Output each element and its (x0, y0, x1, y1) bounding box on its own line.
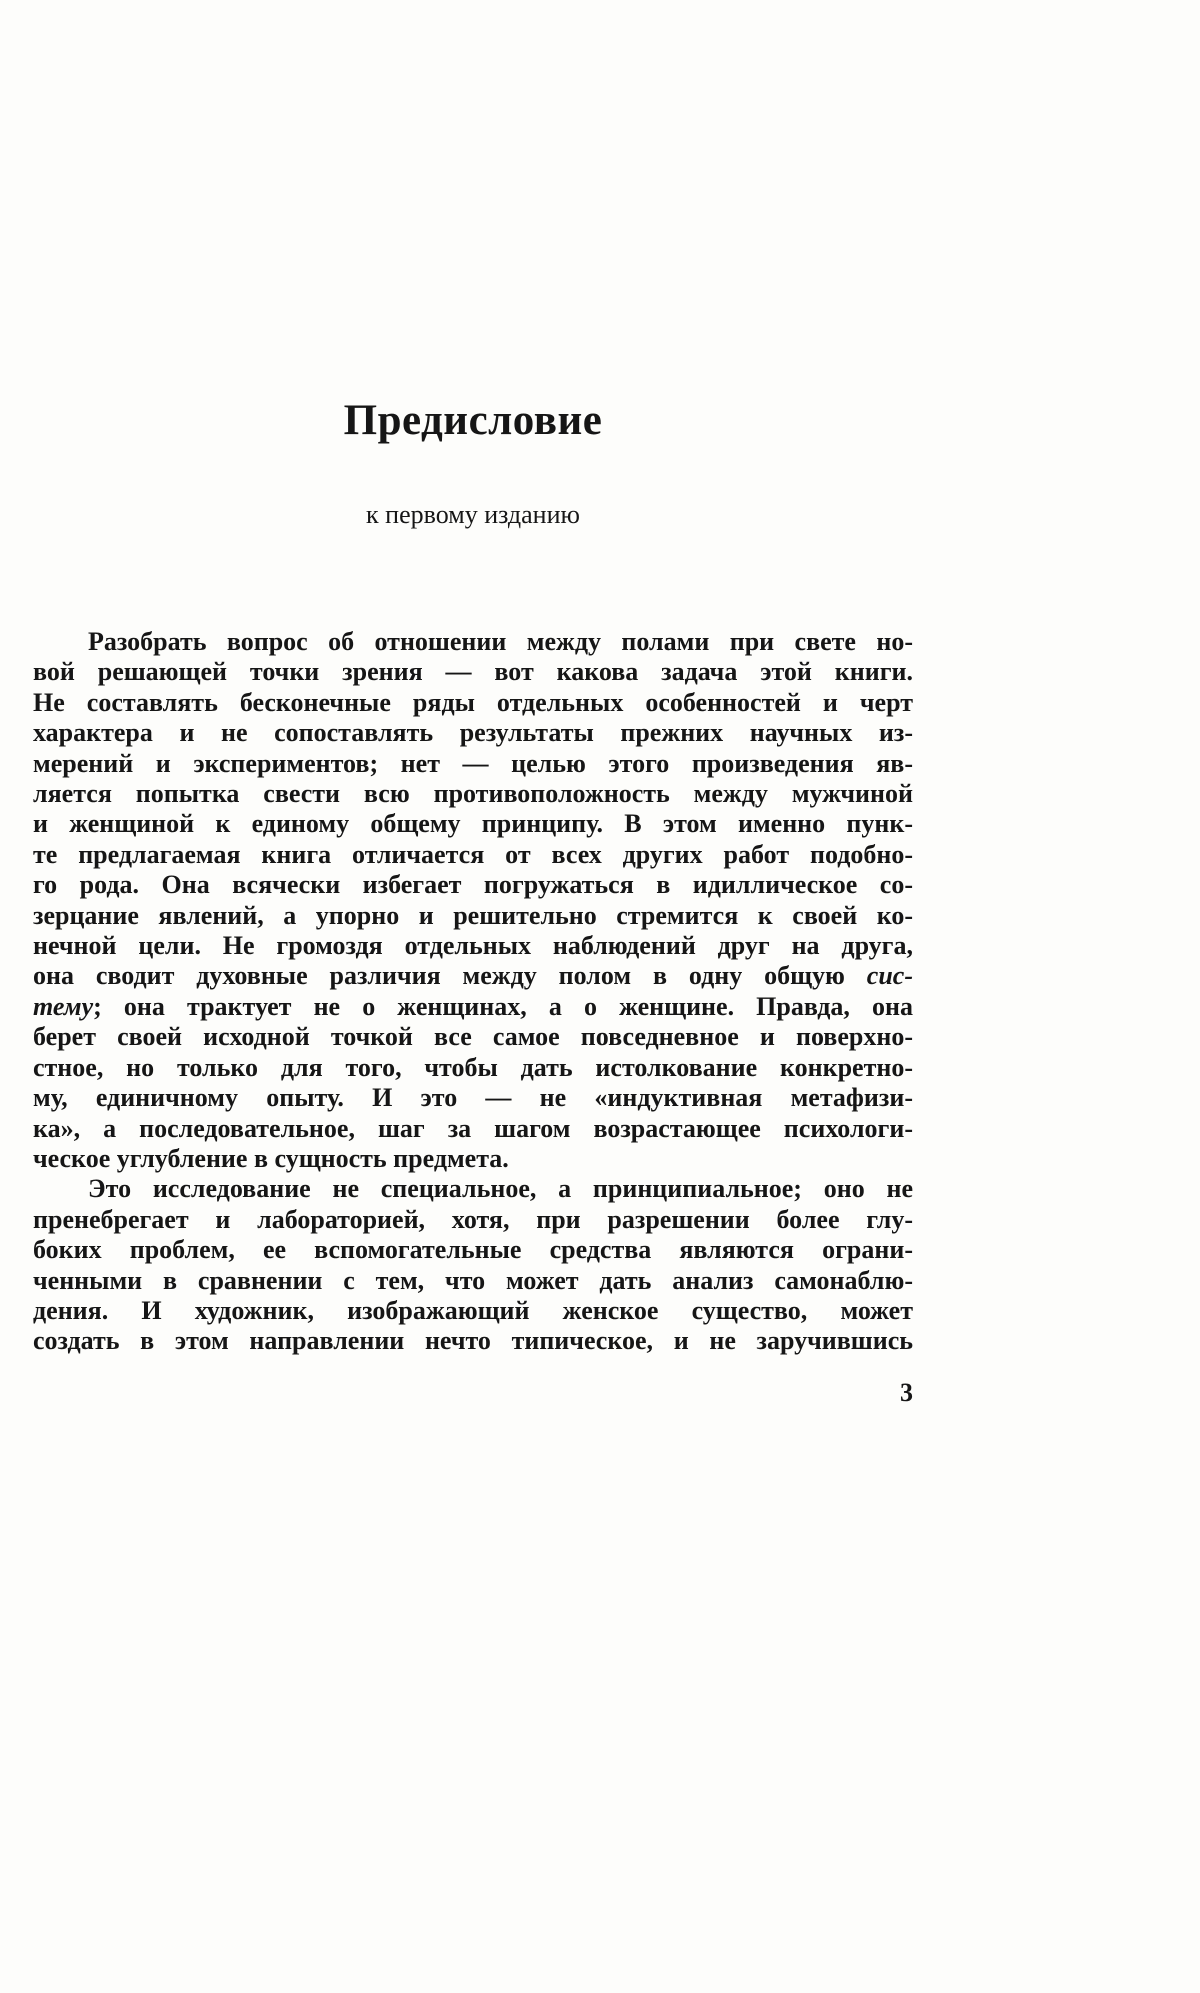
text-line: нечной цели. Не громоздя отдельных наблюдений друг на друга, (33, 931, 913, 961)
text-line: зерцание явлений, а упорно и решительно стремится к своей ко- (33, 900, 913, 930)
text-line: дения. И художник, изображающий женское существо, может (33, 1295, 913, 1325)
text-line: Разобрать вопрос об отношении между полами при свете но- (88, 627, 913, 656)
text-line: стное, но только для того, чтобы дать истолкование конкретно- (33, 1052, 913, 1082)
text-line: ческое углубление в сущность предмета. (33, 1143, 509, 1173)
text-line: она сводит духовные различия между полом в одну общую сис- (33, 961, 913, 991)
text-line: Не составлять бесконечные ряды отдельных особенностей и черт (33, 687, 913, 717)
text-line: тему; она трактует не о женщинах, а о женщине. Правда, она (33, 991, 913, 1021)
text-line: го рода. Она всячески избегает погружаться в идиллическое со- (33, 870, 913, 900)
text-line: берет своей исходной точкой все самое повседневное и поверхно- (33, 1022, 913, 1052)
edition-subtitle: к первому изданию (366, 500, 580, 529)
text-line: Это исследование не специальное, а принципиальное; оно не (88, 1174, 913, 1204)
text-line: боких проблем, ее вспомогательные средства являются ограни- (33, 1235, 913, 1265)
text-line: вой решающей точки зрения — вот какова задача этой книги. (33, 657, 913, 687)
body-text (33, 627, 913, 1357)
page-title: Предисловие (343, 397, 603, 444)
page-number: 3 (900, 1378, 913, 1407)
text-line: ченными в сравнении с тем, что может дать анализ самонаблю- (33, 1265, 913, 1295)
text-line: пренебрегает и лабораторией, хотя, при разрешении более глу- (33, 1204, 913, 1234)
text-line: и женщиной к единому общему принципу. В этом именно пунк- (33, 809, 913, 839)
text-line: характера и не сопоставлять результаты прежних научных из- (33, 718, 913, 748)
text-line: мерений и экспериментов; нет — целью этого произведения яв- (33, 748, 913, 778)
text-line: ляется попытка свести всю противоположность между мужчиной (33, 779, 913, 809)
text-line: те предлагаемая книга отличается от всех других работ подобно- (33, 839, 913, 869)
text-line: му, единичному опыту. И это — не «индуктивная метафизи- (33, 1083, 913, 1113)
text-line: создать в этом направлении нечто типическое, и не заручившись (33, 1326, 913, 1356)
text-line: ка», а последовательное, шаг за шагом возрастающее психологи- (33, 1113, 913, 1143)
